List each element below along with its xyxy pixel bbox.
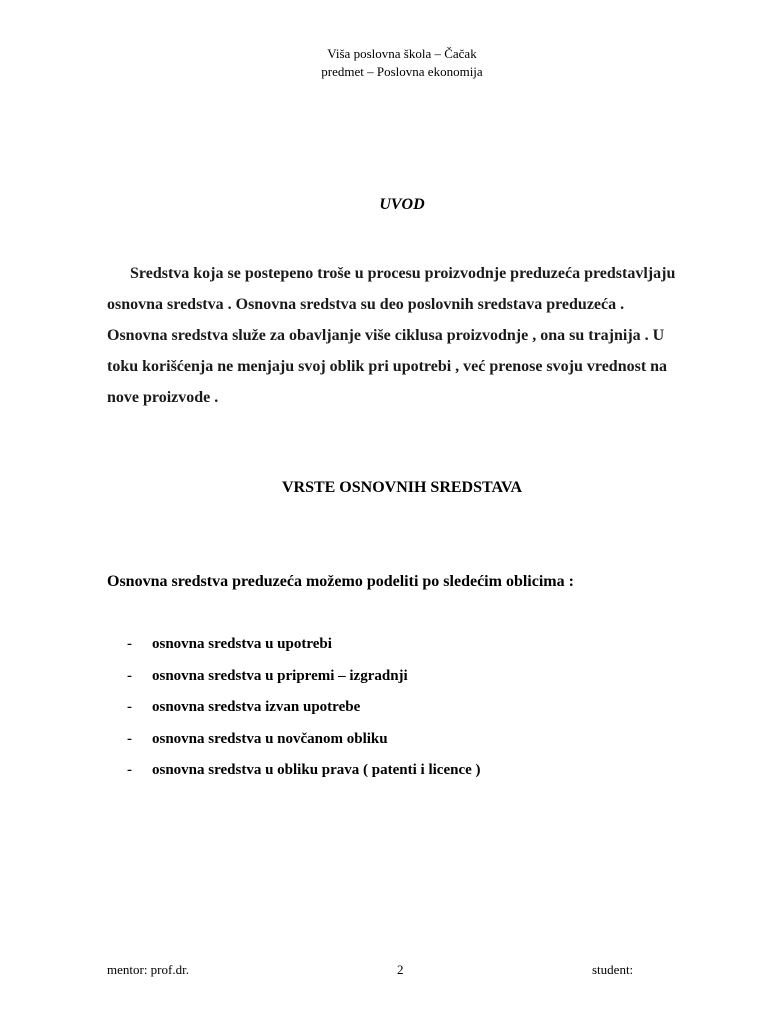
list-item-text: osnovna sredstva u novčanom obliku	[152, 730, 388, 747]
footer-page-number: 2	[397, 962, 404, 977]
bullet-dash: -	[127, 699, 132, 715]
list-item	[127, 695, 481, 727]
list-item	[127, 727, 481, 759]
list-item	[127, 758, 481, 790]
paragraph-line: Osnovna sredstva služe za obavljanje više ciklusa proizvodnje , ona su trajnija . U	[107, 327, 665, 344]
section-heading: VRSTE OSNOVNIH SREDSTAVA	[281, 479, 523, 496]
list-item-text: osnovna sredstva u pripremi – izgradnji	[152, 667, 408, 684]
intro-paragraph	[107, 258, 717, 413]
list-item-text: osnovna sredstva u upotrebi	[152, 636, 332, 652]
header-school: Viša poslovna škola – Čačak	[327, 46, 477, 61]
bullet-dash: -	[127, 762, 132, 778]
list-intro: Osnovna sredstva preduzeća možemo podeliti po sledećim oblicima :	[107, 573, 574, 590]
header-subject: predmet – Poslovna ekonomija	[321, 64, 483, 79]
bullet-dash: -	[127, 730, 132, 747]
list-item	[127, 632, 481, 664]
paragraph-line: osnovna sredstva . Osnovna sredstva su deo poslovnih sredstava preduzeća .	[107, 296, 625, 313]
page-header	[0, 45, 768, 81]
paragraph-line: Sredstva koja se postepeno troše u procesu proizvodnje preduzeća predstavljaju	[130, 265, 676, 282]
paragraph-line: nove proizvode .	[107, 389, 219, 406]
list-item-text: osnovna sredstva izvan upotrebe	[152, 699, 361, 715]
bullet-dash: -	[127, 636, 132, 652]
bullet-dash: -	[127, 667, 132, 684]
document-title: UVOD	[379, 196, 425, 213]
types-list	[127, 632, 481, 790]
list-item	[127, 664, 481, 696]
footer-mentor: mentor: prof.dr.	[107, 962, 189, 977]
list-item-text: osnovna sredstva u obliku prava ( patenti i licence )	[152, 762, 481, 778]
footer-student: student:	[592, 962, 634, 977]
paragraph-line: toku korišćenja ne menjaju svoj oblik pri upotrebi , već prenose svoju vrednost na	[107, 358, 668, 375]
